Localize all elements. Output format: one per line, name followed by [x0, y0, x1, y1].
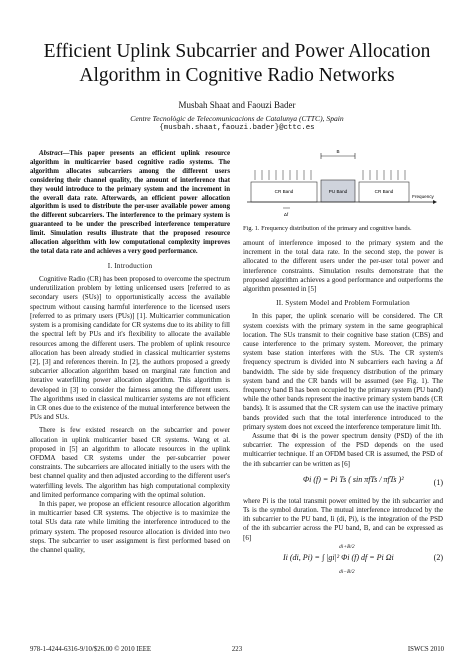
cr-band-left-label: CR Band — [274, 189, 294, 194]
right-paragraph-1: amount of interference imposed to the primary system and the increment in the total data rate. In the second step, the power is allocated to the different users under the per-user total power and interference constraints. Simulation results demonstrate that the proposed algorithm achieves a good performance and outperforms the algorithm presented in [5] — [243, 239, 443, 294]
pu-band-label: PU Band — [328, 189, 348, 194]
section-heading-introduction: I. Introduction — [107, 261, 153, 270]
delta-f-label: Δf — [283, 212, 289, 217]
abstract — [30, 150, 230, 257]
equation-1 — [243, 469, 443, 497]
equation-1-number: (1) — [433, 477, 443, 487]
equation-2 — [243, 543, 443, 577]
section-heading-system-model: II. System Model and Problem Formulation — [276, 299, 410, 308]
frequency-diagram — [243, 148, 443, 224]
subcarrier-arrows — [255, 170, 405, 180]
author-affiliation: Centre Tecnològic de Telecomunicacions de Catalunya (CTTC), Spain — [130, 114, 344, 123]
abstract-lead: Abstract— — [39, 150, 70, 157]
equation-2-lower-limit: di−B/2 — [339, 568, 355, 575]
right-column — [243, 148, 443, 577]
intro-paragraph-1: Cognitive Radio (CR) has been proposed to overcome the spectrum underutilization problem by letting unlicensed users [referred to as secondary users (SUs)] to opportunistically access the available spectrum without causing harmful interference to the licensed users [referred to as primary users (PUs)] [1]. Multicarrier communication system is a promising candidate for CR systems due to its ability to fill the spectral left by PUs and it's flexibility to allocate the available resources among the different users. The problem of uplink resource allocation has been already studied in classical multicarrier systems [2], [3] and references therein. In [2], the authors proposed a greedy subcarrier allocation algorithm based on marginal rate function and iterative waterfilling power allocation algorithm. This algorithm is developed in [3] to consider the fairness among the different users. The algorithms used in classical multicarrier systems are not efficient in CR ones due to the existence of the mutual interference between the PUs and SUs. — [30, 275, 230, 422]
author-names: Musbah Shaat and Faouzi Bader — [178, 100, 296, 110]
footer-page-number: 223 — [231, 646, 243, 653]
author-email: {musbah.shaat,faouzi.bader}@cttc.es — [159, 124, 315, 132]
left-column — [30, 150, 230, 555]
footer-conference: ISWCS 2010 — [407, 646, 444, 653]
figure-caption: Fig. 1. Frequency distribution of the primary and cognitive bands. — [243, 225, 412, 232]
intro-paragraph-3: In this paper, we propose an efficient resource allocation algorithm in multicarrier based CR systems. The objective is to maximize the total SUs data rate while limiting the interference introduced to the primary system. The proposed resource allocation is divided into two steps. The subcarrier to user assignment is first performed based on the channel quality, — [30, 499, 230, 554]
abstract-text: This paper presents an efficient uplink resource algorithm in multicarrier based cognitive radio systems. The algorithm allocates subcarriers among the different users considering their channel quality, the amount of interference that they would introduce to the primary system and the increment in the overall data rate. Afterwards, an efficient power allocation algorithm is used to distribute the per-user available power among the different subcarriers. The interference to the primary system is guaranteed to be under the prescribed interference temperature limit. Simulation results illustrate that the proposed resource allocation algorithm with low computational complexity improves the total data rate and achieves a very good performance. — [30, 150, 230, 255]
cr-band-right-label: CR Band — [374, 189, 394, 194]
intro-paragraph-2: There is few existed research on the subcarrier and power allocation in uplink multicarrier based CR systems. Wang et al. proposed in [5] an algorithm to allocate resources in the uplink OFDMA based CR systems under the per-subcarrier power constraints. The subcarriers are allocated initially to the users with the best channel quality and then adjusted according to the different user's waterfilling levels. The algorithm has high computational complexity and limited performance comparing with the optimal solution. — [30, 426, 230, 499]
frequency-axis-label: Frequency — [412, 194, 434, 199]
right-paragraph-2: In this paper, the uplink scenario will be considered. The CR system coexists with the primary system in the same geographical location. The SUs transmit to their cognitive base station (CBS) and cause interference to the primary system. Moreover, the primary system base station interferes with the SUs. The CR system's frequency spectrum is divided into N subcarriers each having a Δf bandwidth. The side by side frequency distribution of the primary system band and the CR bands will be assumed (see Fig. 1). The frequency band B has been occupied by the primary system (PU band) while the other bands represent the inactive primary system bands (CR bands). It is assumed that the CR system can use the inactive primary bands provided such that the total interference introduced to the primary system does not exceed the interference temperature limit Ith. — [243, 312, 443, 431]
equation-2-upper-limit: di+B/2 — [339, 543, 355, 550]
b-label: B — [336, 149, 340, 154]
frequency-distribution-figure — [243, 148, 443, 224]
right-paragraph-3: Assume that Φi is the power spectrum density (PSD) of the ith subcarrier. The expression of the PSD depends on the used multicarrier technique. If an OFDM based CR is assumed, the PSD of the ith subcarrier can be written as [6] — [243, 432, 443, 468]
equation-2-number: (2) — [433, 552, 443, 562]
footer-copyright: 978-1-4244-6316-9/10/$26.00 © 2010 IEEE — [30, 646, 152, 653]
equation-2-body: Ii (di, Pi) = ∫ |gi|² Φi (f) df = Pi Ωi — [283, 552, 394, 562]
right-paragraph-4: where Pi is the total transmit power emitted by the ith subcarrier and Ts is the symbol duration. The mutual interference introduced by the ith subcarrier to the PU band, Ii (di, Pi), is the integration of the PSD of the ith subcarrier across the PU band, B, and can be expressed as [6] — [243, 496, 443, 542]
equation-1-body: Φi (f) = Pi Ts ( sin πfTs / πfTs )² — [303, 474, 404, 484]
paper-title: Efficient Uplink Subcarrier and Power Allocation Algorithm in Cognitive Radio Networks — [43, 41, 431, 86]
